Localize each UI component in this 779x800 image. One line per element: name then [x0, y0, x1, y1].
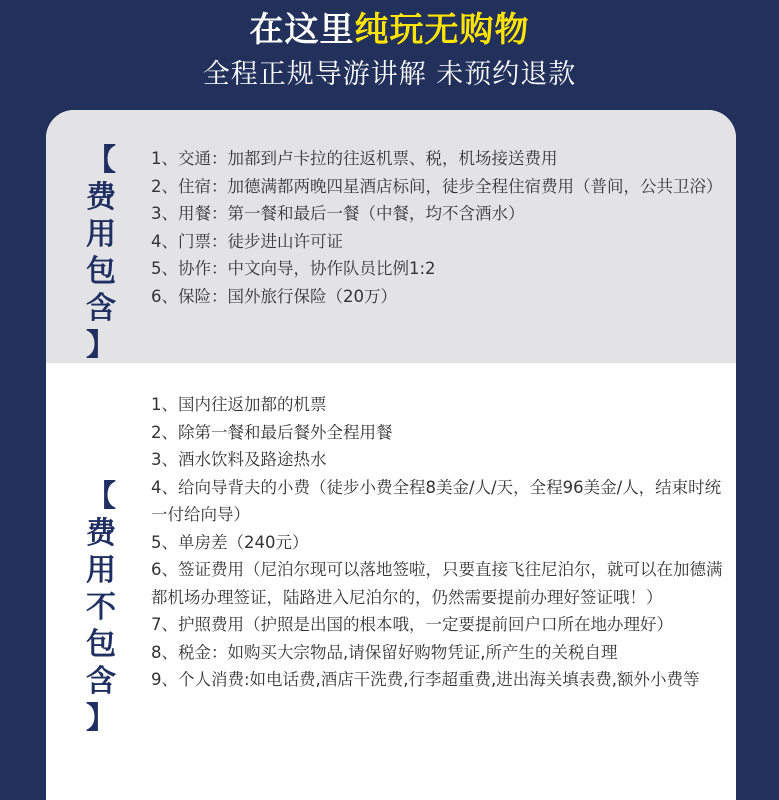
fee-card: [46, 110, 736, 800]
excluded-label-char: 不: [86, 590, 116, 625]
list-item: 9、个人消费:如电话费,酒店干洗费,行李超重费,进出海关填表费,额外小费等: [151, 670, 700, 689]
excluded-label-char: 【: [86, 479, 116, 514]
list-item: 1、国内往返加都的机票: [151, 395, 327, 414]
excluded-label-char: 包: [86, 627, 116, 662]
list-item: 6、保险：国外旅行保险（20万）: [151, 286, 397, 306]
excluded-list: [151, 391, 726, 694]
included-list: [151, 145, 726, 310]
list-item: 3、酒水饮料及路途热水: [151, 450, 327, 469]
included-label-char: 包: [86, 254, 116, 289]
list-item: 6、签证费用（尼泊尔现可以落地签啦，只要直接飞往尼泊尔，就可以在加德满都机场办理签证，陆路进入尼泊尔的，仍然需要提前办理好签证哦！）: [151, 560, 723, 607]
list-item: 8、税金：如购买大宗物品,请保留好购物凭证,所产生的关税自理: [151, 642, 618, 662]
title-prefix: 在这里: [249, 10, 355, 50]
included-label-char: 费: [86, 180, 116, 215]
excluded-label-char: 用: [86, 553, 116, 588]
included-label-char: 【: [86, 143, 116, 178]
excluded-label-char: 】: [86, 701, 116, 736]
title-highlight: 纯玩无购物: [354, 10, 530, 50]
included-label-char: 】: [86, 328, 116, 363]
list-item: 2、除第一餐和最后餐外全程用餐: [151, 422, 393, 442]
list-item: 1、交通：加都到卢卡拉的往返机票、税，机场接送费用: [151, 149, 558, 168]
page-subtitle: 全程正规导游讲解 未预约退款: [202, 59, 577, 90]
list-item: 5、单房差（240元）: [151, 532, 309, 552]
excluded-section: [46, 363, 736, 800]
included-label-char: 用: [86, 217, 116, 252]
excluded-label: [76, 478, 126, 737]
included-section: [46, 110, 736, 363]
list-item: 4、门票：徒步进山许可证: [151, 231, 343, 251]
list-item: 2、住宿：加德满都两晚四星酒店标间，徒步全程住宿费用（普间，公共卫浴）: [151, 176, 723, 196]
excluded-label-char: 费: [86, 516, 116, 551]
included-label-char: 含: [86, 291, 116, 326]
list-item: 3、用餐：第一餐和最后一餐（中餐，均不含酒水）: [151, 204, 525, 223]
included-label: [76, 142, 126, 364]
list-item: 5、协作：中文向导，协作队员比例1:2: [151, 259, 436, 278]
excluded-label-char: 含: [86, 664, 116, 699]
page-title: [0, 2, 779, 51]
list-item: 7、护照费用（护照是出国的根本哦，一定要提前回户口所在地办理好）: [151, 615, 673, 634]
list-item: 4、给向导背夫的小费（徒步小费全程8美金/人/天，全程96美金/人，结束时统一付给向导）: [151, 477, 722, 524]
